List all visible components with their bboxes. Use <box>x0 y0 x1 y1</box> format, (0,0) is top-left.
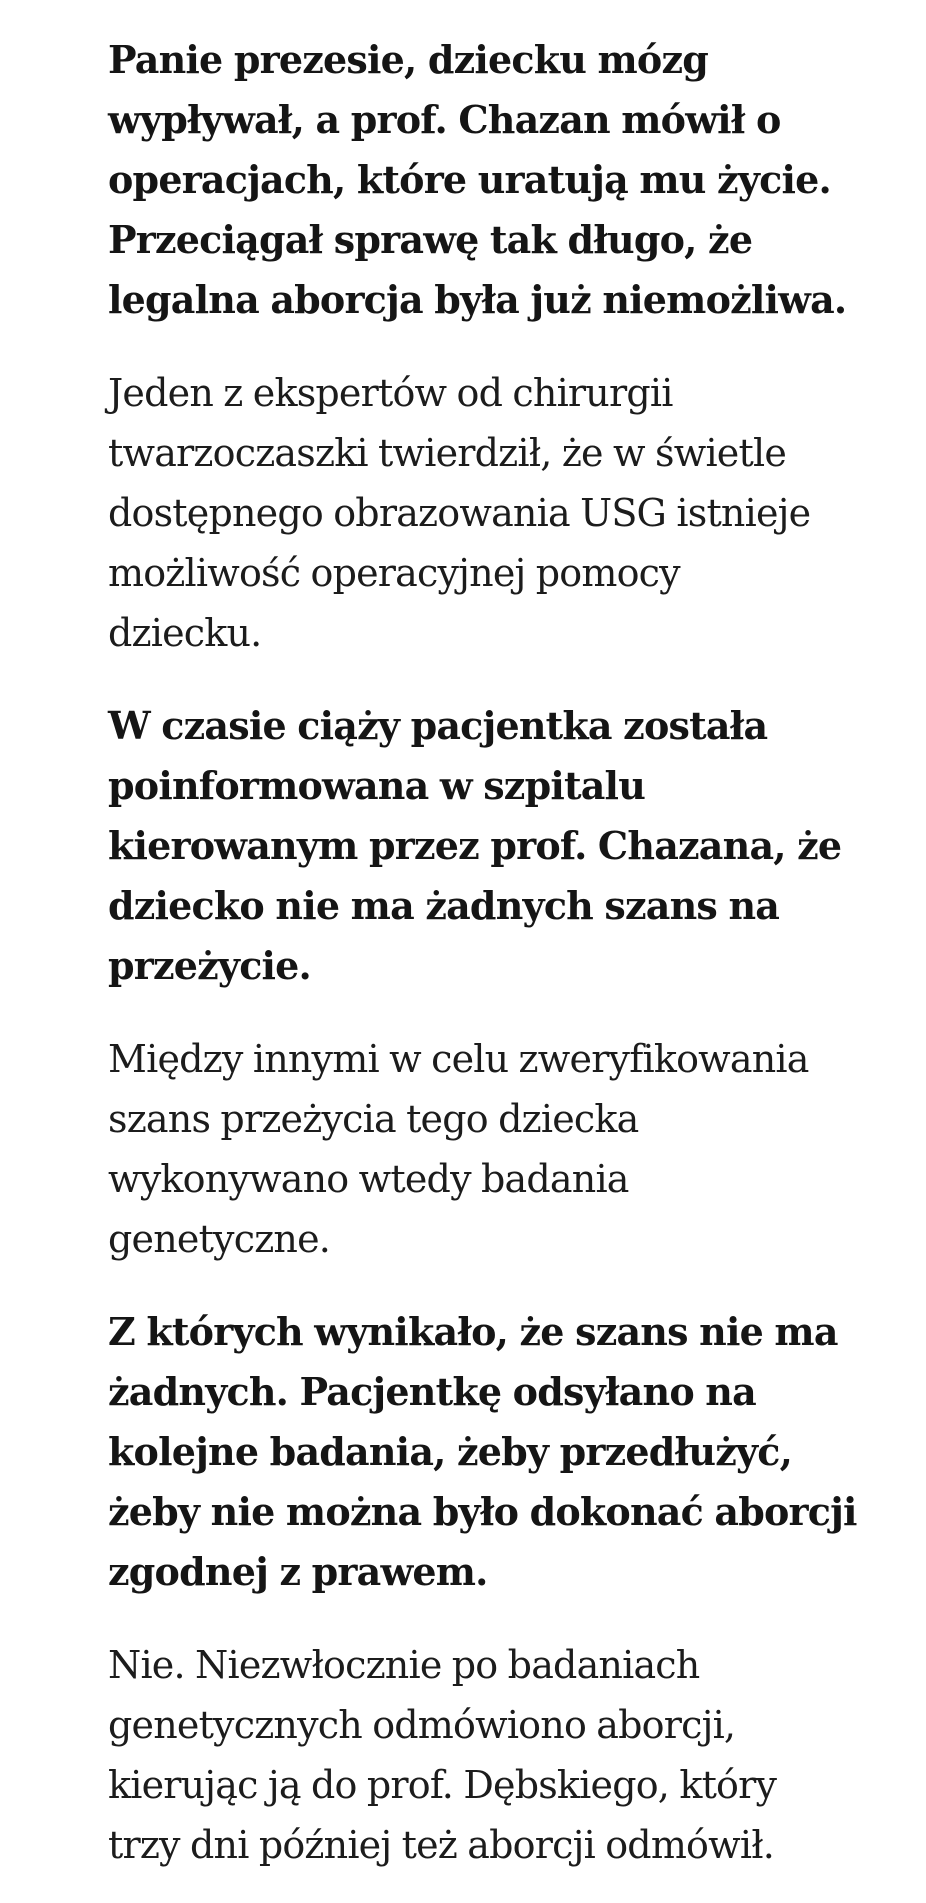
text-line: dziecko nie ma żadnych szans na <box>108 883 780 928</box>
text-line: genetycznych odmówiono aborcji, <box>108 1703 736 1747</box>
text-line: operacjach, które uratują mu życie. <box>108 157 831 202</box>
text-line: możliwość operacyjnej pomocy <box>108 551 680 595</box>
text-line: wypływał, a prof. Chazan mówił o <box>108 97 781 142</box>
text-line: Jeden z ekspertów od chirurgii <box>108 371 673 415</box>
text-line: dziecku. <box>108 611 262 655</box>
text-line: Nie. Niezwłocznie po badaniach <box>108 1643 700 1687</box>
text-line: kierowanym przez prof. Chazana, że <box>108 823 842 868</box>
text-line: zgodnej z prawem. <box>108 1549 488 1594</box>
question-paragraph <box>108 696 842 996</box>
question-paragraph <box>108 1302 857 1602</box>
text-line: poinformowana w szpitalu <box>108 763 646 808</box>
text-line: trzy dni później też aborcji odmówił. <box>108 1823 775 1867</box>
answer-paragraph <box>108 1635 826 1875</box>
text-line: genetyczne. <box>108 1217 331 1261</box>
answer-paragraph <box>108 363 826 663</box>
text-line: Z których wynikało, że szans nie ma <box>108 1309 838 1354</box>
text-line: kolejne badania, żeby przedłużyć, <box>108 1429 793 1474</box>
text-line: legalna aborcja była już niemożliwa. <box>108 277 847 322</box>
text-line: szans przeżycia tego dziecka <box>108 1097 639 1141</box>
text-line: dostępnego obrazowania USG istnieje <box>108 491 811 535</box>
text-line: W czasie ciąży pacjentka została <box>108 703 768 748</box>
text-line: Panie prezesie, dziecku mózg <box>108 37 709 82</box>
text-line: Przeciągał sprawę tak długo, że <box>108 217 753 262</box>
text-line: twarzoczaszki twierdził, że w świetle <box>108 431 787 475</box>
text-line: kierując ją do prof. Dębskiego, który <box>108 1763 777 1807</box>
text-line: żadnych. Pacjentkę odsyłano na <box>108 1369 756 1414</box>
answer-paragraph <box>108 1029 826 1269</box>
text-line: wykonywano wtedy badania <box>108 1157 629 1201</box>
text-line: żeby nie można było dokonać aborcji <box>108 1489 857 1534</box>
text-line: przeżycie. <box>108 943 311 988</box>
question-paragraph <box>108 30 847 330</box>
text-line: Między innymi w celu zweryfikowania <box>108 1037 809 1081</box>
